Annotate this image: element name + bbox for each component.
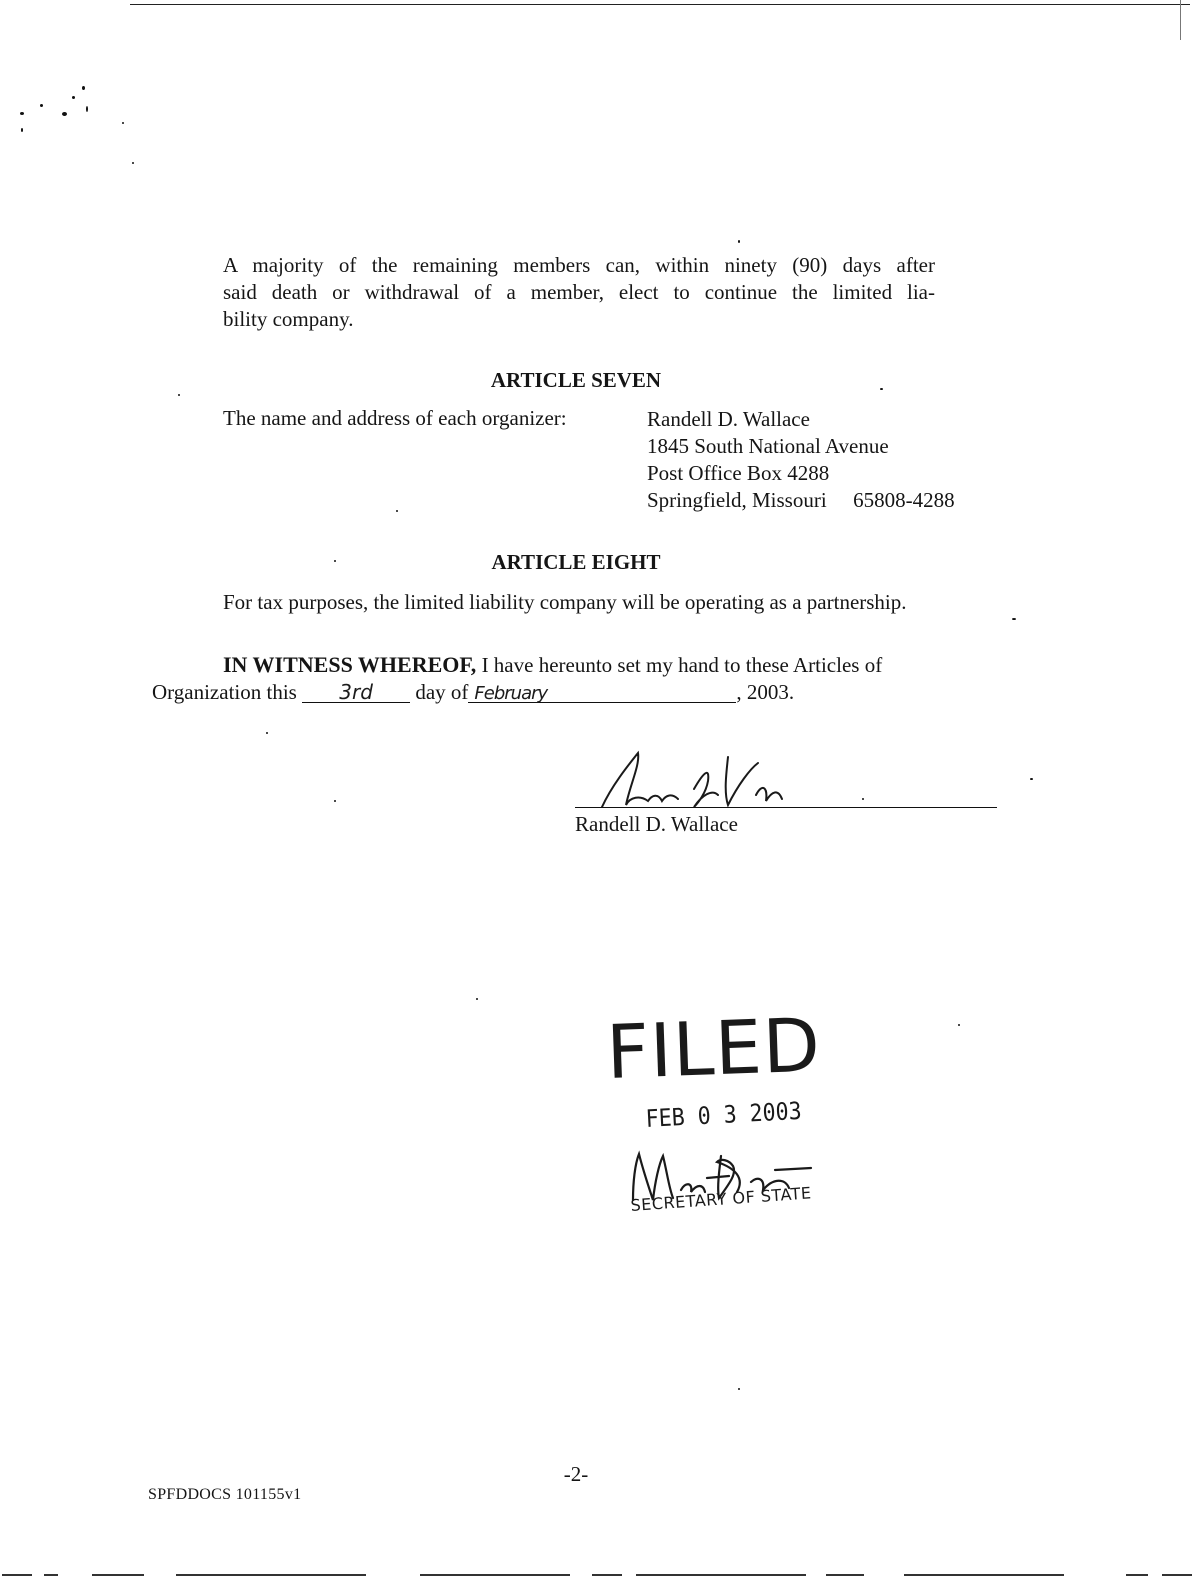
organizer-address [647, 406, 955, 514]
filed-stamp: FILED [605, 1002, 823, 1096]
day-of-text: day of [415, 680, 469, 704]
scan-speck [86, 106, 88, 112]
organizer-name: Randell D. Wallace [647, 407, 810, 431]
organizer-city-line [647, 487, 955, 514]
organizer-po-box: Post Office Box 4288 [647, 461, 830, 485]
organizer-street: 1845 South National Avenue [647, 434, 889, 458]
scan-speck [40, 104, 43, 107]
article-eight-heading: ARTICLE EIGHT [491, 550, 661, 574]
scan-dash [420, 1574, 570, 1576]
scan-edge-right [1180, 0, 1181, 40]
organizer-label: The name and address of each organizer: [223, 406, 567, 430]
scan-dash [904, 1574, 1064, 1576]
scan-speck [738, 240, 740, 243]
scan-dash [1126, 1574, 1148, 1576]
scan-speck [20, 112, 24, 115]
scan-edge-top [130, 4, 1190, 5]
witness-line [223, 652, 882, 678]
scan-speck [862, 798, 864, 800]
scan-speck [1030, 778, 1033, 780]
tax-purposes-text: For tax purposes, the limited liability company will be operating as a partnership. [223, 590, 907, 614]
scan-speck [476, 998, 478, 1000]
scan-speck [82, 86, 85, 90]
day-blank [302, 680, 410, 703]
scan-speck [738, 1388, 740, 1390]
witness-date-line [152, 680, 794, 705]
month-blank [468, 680, 736, 703]
scan-speck [1012, 618, 1016, 620]
year-text: , 2003. [736, 680, 795, 704]
scan-dash [1162, 1574, 1192, 1576]
witness-rest: I have hereunto set my hand to these Articles of [476, 653, 883, 677]
scan-speck [266, 732, 268, 734]
scan-dash [636, 1574, 806, 1576]
scan-speck [178, 394, 180, 396]
scan-speck [396, 510, 398, 512]
paragraph-line: A majority of the remaining members can, within ninety (90) days after [223, 253, 935, 277]
paragraph-line: said death or withdrawal of a member, elect to continue the limited lia- [223, 280, 935, 304]
scan-dash [44, 1574, 58, 1576]
signer-name: Randell D. Wallace [575, 812, 738, 836]
handwritten-day: 3rd [339, 680, 373, 704]
scan-dash [176, 1574, 366, 1576]
scan-speck [958, 1024, 960, 1026]
secretary-of-state-title: SECRETARY OF STATE [630, 1183, 813, 1215]
filed-stamp-date: FEB 0 3 2003 [645, 1096, 803, 1133]
scan-speck [72, 96, 75, 99]
scan-speck [21, 128, 23, 132]
organizer-city-state: Springfield, Missouri [647, 488, 827, 512]
scan-dash [592, 1574, 622, 1576]
scan-speck [334, 800, 336, 802]
scan-speck [132, 162, 134, 164]
scan-dash [826, 1574, 864, 1576]
organization-this-text: Organization this [152, 680, 297, 704]
signature-line [575, 807, 997, 808]
paragraph-line: bility company. [223, 307, 354, 331]
article-seven-heading: ARTICLE SEVEN [490, 368, 662, 392]
handwritten-month: February [474, 683, 548, 704]
scan-speck [122, 122, 124, 124]
scan-speck [62, 112, 67, 116]
article-six-paragraph [223, 252, 935, 333]
page-number: -2- [563, 1462, 589, 1486]
scan-edge-bottom [0, 1574, 1200, 1578]
document-id: SPFDDOCS 101155v1 [148, 1486, 302, 1503]
scan-dash [92, 1574, 144, 1576]
witness-lead: IN WITNESS WHEREOF, [223, 652, 477, 677]
scan-dash [2, 1574, 32, 1576]
organizer-zip: 65808-4288 [853, 488, 955, 512]
